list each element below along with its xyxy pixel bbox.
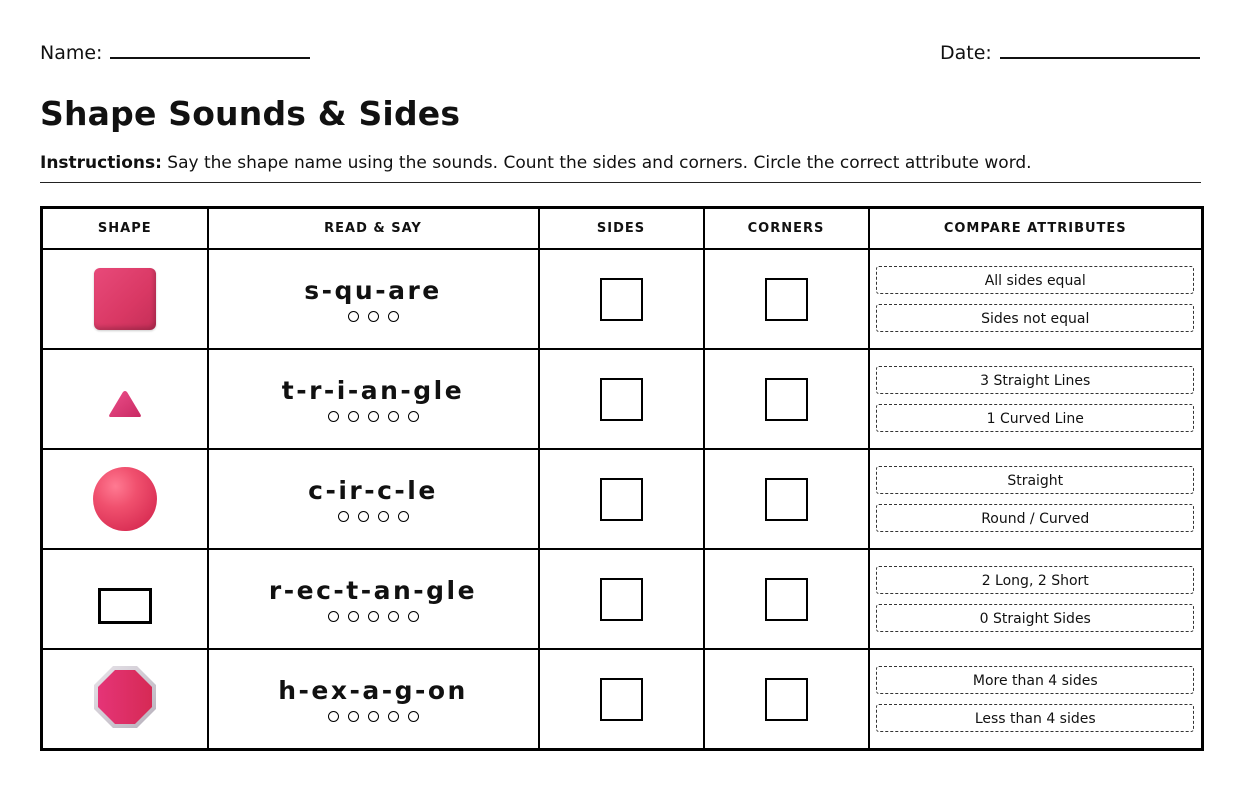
- sound-dot[interactable]: [388, 311, 399, 322]
- pink-circle-icon: [93, 467, 157, 531]
- sides-answer-box[interactable]: [600, 678, 643, 721]
- phonics-word: t-r-i-an-gle: [281, 375, 465, 405]
- corners-answer-box[interactable]: [765, 278, 808, 321]
- attribute-option[interactable]: Sides not equal: [876, 304, 1194, 332]
- phonics-word: s-qu-are: [304, 275, 442, 305]
- read-say-cell: [208, 449, 539, 549]
- attribute-option[interactable]: Less than 4 sides: [876, 704, 1194, 732]
- phonics-word: r-ec-t-an-gle: [268, 575, 478, 605]
- name-field-group: [40, 40, 310, 64]
- column-header-read-say: READ & SAY: [208, 208, 539, 250]
- sound-dot[interactable]: [368, 411, 379, 422]
- attribute-option[interactable]: More than 4 sides: [876, 666, 1194, 694]
- instructions: [40, 153, 1201, 183]
- attributes-cell: [869, 549, 1203, 649]
- phonics-word: h-ex-a-g-on: [278, 675, 468, 705]
- corners-cell: [704, 649, 869, 750]
- sound-dot[interactable]: [368, 311, 379, 322]
- name-field[interactable]: [110, 40, 310, 59]
- sound-dot[interactable]: [388, 711, 399, 722]
- column-header-corners: CORNERS: [704, 208, 869, 250]
- shape-table: [40, 206, 1204, 751]
- attribute-option[interactable]: 2 Long, 2 Short: [876, 566, 1194, 594]
- sound-dots: [209, 711, 538, 722]
- sides-cell: [539, 449, 704, 549]
- corners-cell: [704, 349, 869, 449]
- sound-dots: [209, 611, 538, 622]
- date-field-group: [940, 40, 1200, 64]
- corners-answer-box[interactable]: [765, 378, 808, 421]
- sound-dot[interactable]: [368, 711, 379, 722]
- sound-dot[interactable]: [408, 411, 419, 422]
- sides-cell: [539, 349, 704, 449]
- sides-answer-box[interactable]: [600, 478, 643, 521]
- sound-dot[interactable]: [368, 611, 379, 622]
- attributes-cell: [869, 349, 1203, 449]
- date-label: Date:: [940, 42, 992, 64]
- shape-cell: [42, 449, 208, 549]
- attribute-option[interactable]: 0 Straight Sides: [876, 604, 1194, 632]
- sound-dot[interactable]: [348, 711, 359, 722]
- sound-dot[interactable]: [358, 511, 369, 522]
- sound-dot[interactable]: [388, 411, 399, 422]
- sound-dot[interactable]: [388, 611, 399, 622]
- table-header-row: [42, 208, 1203, 250]
- rectangle-outline-icon: [98, 588, 152, 624]
- sound-dot[interactable]: [398, 511, 409, 522]
- sound-dot[interactable]: [408, 711, 419, 722]
- read-say-cell: [208, 249, 539, 349]
- sound-dot[interactable]: [408, 611, 419, 622]
- sound-dots: [209, 511, 538, 522]
- read-say-cell: [208, 649, 539, 750]
- phonics-word: c-ir-c-le: [308, 475, 438, 505]
- sound-dot[interactable]: [348, 611, 359, 622]
- attribute-option[interactable]: All sides equal: [876, 266, 1194, 294]
- page-title: Shape Sounds & Sides: [40, 94, 461, 133]
- sound-dot[interactable]: [348, 411, 359, 422]
- corners-cell: [704, 249, 869, 349]
- corners-answer-box[interactable]: [765, 478, 808, 521]
- read-say-cell: [208, 549, 539, 649]
- column-header-shape: SHAPE: [42, 208, 208, 250]
- sides-answer-box[interactable]: [600, 578, 643, 621]
- corners-answer-box[interactable]: [765, 578, 808, 621]
- read-say-cell: [208, 349, 539, 449]
- sound-dot[interactable]: [338, 511, 349, 522]
- instructions-text: Say the shape name using the sounds. Count the sides and corners. Circle the correct attribute word.: [161, 153, 1032, 173]
- attribute-option[interactable]: 3 Straight Lines: [876, 366, 1194, 394]
- pink-square-icon: [94, 268, 156, 330]
- attributes-cell: [869, 449, 1203, 549]
- pink-hexagon-icon: [93, 665, 157, 729]
- column-header-sides: SIDES: [539, 208, 704, 250]
- date-field[interactable]: [1000, 40, 1200, 59]
- sides-cell: [539, 549, 704, 649]
- sides-answer-box[interactable]: [600, 278, 643, 321]
- attribute-option[interactable]: Round / Curved: [876, 504, 1194, 532]
- corners-cell: [704, 549, 869, 649]
- sound-dot[interactable]: [378, 511, 389, 522]
- instructions-label: Instructions:: [40, 153, 162, 173]
- sound-dot[interactable]: [348, 311, 359, 322]
- name-date-row: [40, 40, 1201, 64]
- table-row: [42, 349, 1203, 449]
- attribute-option[interactable]: 1 Curved Line: [876, 404, 1194, 432]
- sound-dot[interactable]: [328, 611, 339, 622]
- sound-dot[interactable]: [328, 711, 339, 722]
- shape-cell: [42, 649, 208, 750]
- table-row: [42, 549, 1203, 649]
- corners-cell: [704, 449, 869, 549]
- sides-cell: [539, 249, 704, 349]
- table-row: [42, 249, 1203, 349]
- sides-answer-box[interactable]: [600, 378, 643, 421]
- pink-triangle-icon: [107, 389, 143, 419]
- table-row: [42, 649, 1203, 750]
- shape-cell: [42, 549, 208, 649]
- shape-cell: [42, 349, 208, 449]
- attributes-cell: [869, 249, 1203, 349]
- shape-cell: [42, 249, 208, 349]
- name-label: Name:: [40, 42, 103, 64]
- sides-cell: [539, 649, 704, 750]
- table-row: [42, 449, 1203, 549]
- attribute-option[interactable]: Straight: [876, 466, 1194, 494]
- attributes-cell: [869, 649, 1203, 750]
- column-header-compare-attributes: COMPARE ATTRIBUTES: [869, 208, 1203, 250]
- sound-dot[interactable]: [328, 411, 339, 422]
- corners-answer-box[interactable]: [765, 678, 808, 721]
- sound-dots: [209, 411, 538, 422]
- sound-dots: [209, 311, 538, 322]
